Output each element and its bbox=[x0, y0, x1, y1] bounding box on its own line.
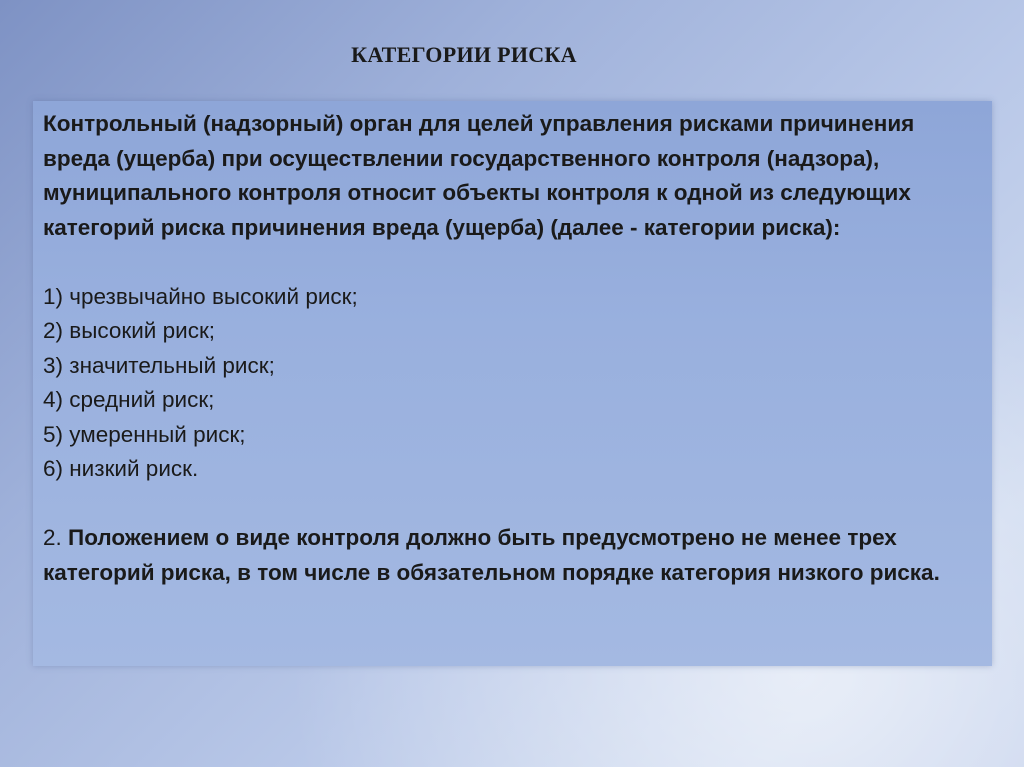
risk-category-list bbox=[43, 280, 984, 487]
risk-category-item: 4) средний риск; bbox=[43, 387, 215, 412]
note-number: 2. bbox=[43, 525, 62, 550]
risk-category-item: 3) значительный риск; bbox=[43, 352, 275, 378]
risk-category-item: 2) высокий риск; bbox=[43, 318, 216, 343]
risk-category-item: 5) умеренный риск; bbox=[43, 421, 246, 447]
slide-title: КАТЕГОРИИ РИСКА bbox=[351, 42, 577, 67]
note-paragraph bbox=[43, 521, 984, 590]
risk-category-item: 6) низкий риск. bbox=[43, 456, 199, 481]
note-text: Положением о виде контроля должно быть предусмотрено не менее трех категорий риска, в том числе в обязательном порядке категория низкого риска. bbox=[43, 525, 940, 585]
spacer bbox=[43, 245, 984, 280]
spacer bbox=[43, 487, 984, 522]
content-box bbox=[33, 101, 992, 666]
risk-category-item: 1) чрезвычайно высокий риск; bbox=[43, 283, 358, 309]
intro-paragraph: Контрольный (надзорный) орган для целей управления рисками причинения вреда (ущерба) при осуществлении государственного контроля (надзора), муниципального контроля относит объекты контроля к одной из следующих категорий риска причинения вреда (ущерба) (далее - категории риска): bbox=[43, 111, 915, 240]
